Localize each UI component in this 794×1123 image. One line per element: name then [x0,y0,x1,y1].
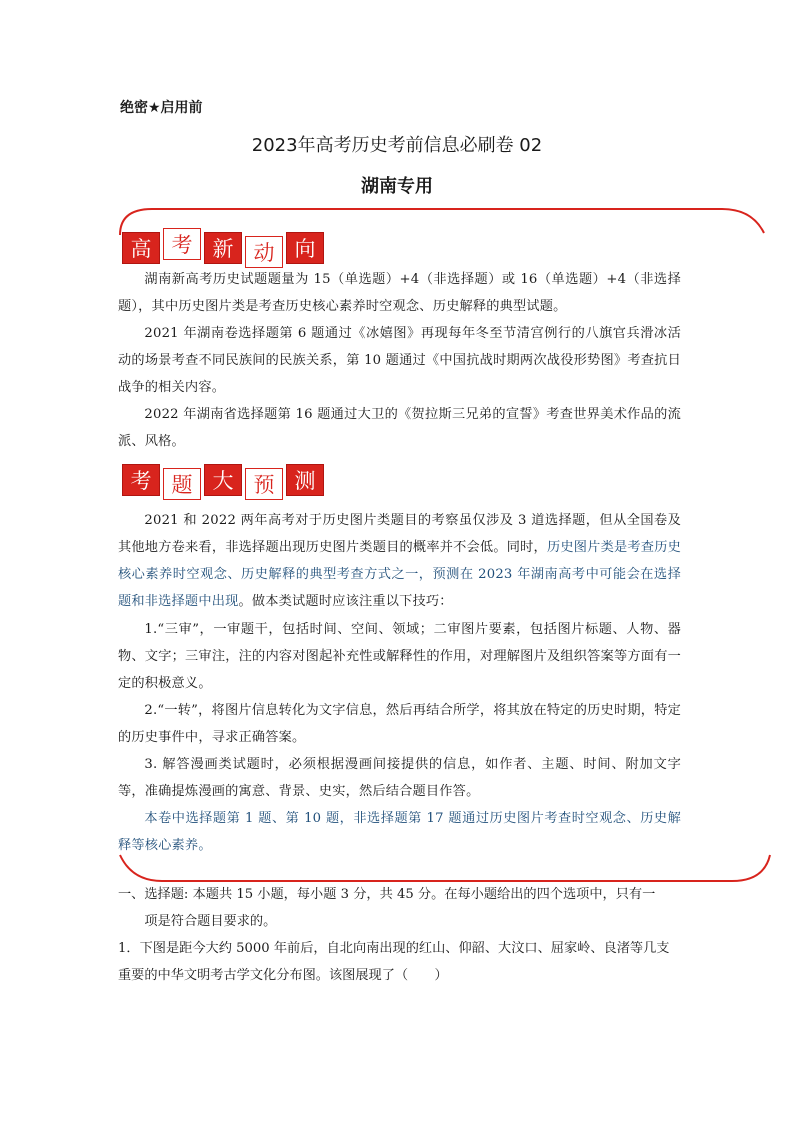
instruction-line-2: 项是符合题目要求的。 [144,914,277,929]
banner-new-trends [122,232,324,264]
banner-char: 题 [163,468,201,500]
prediction-text-a: 2021 和 2022 两年高考对于历史图片类题目的考察虽仅涉及 3 道选择题，但从全国卷及其他地方卷来看，非选择题出现历史图片类题目的概率并不会低。同时， [118,513,681,555]
banner-char: 测 [286,464,324,496]
page-title: 2023年高考历史考前信息必刷卷 02 [251,135,543,156]
trend-paragraph-3: 2022 年湖南省选择题第 16 题通过大卫的《贺拉斯三兄弟的宣誓》考查世界美术作品的流派、风格。 [118,407,681,449]
banner-char: 考 [163,228,201,260]
instruction-line: 一、选择题: 本题共 15 小题，每小题 3 分，共 45 分。在每小题给出的四个选项中，只有一 [118,887,656,902]
tip-1: 1.“三审”，一审题干，包括时间、空间、领域；二审图片要素，包括图片标题、人物、器物、文字；三审注，注的内容对图起补充性或解释性的作用，对理解图片及组织答案等方面有一定的积极意义。 [118,622,681,691]
page-subtitle: 湖南专用 [361,176,433,197]
trend-paragraph-2: 2021 年湖南卷选择题第 6 题通过《冰嬉图》再现每年冬至节清宫例行的八旗官兵滑冰活动的场景考查不同民族间的民族关系，第 10 题通过《中国抗战时期两次战役形势图》考查抗日战争的相关内容。 [118,326,681,395]
question-1: 1．下图是距今大约 5000 年前后，自北向南出现的红山、仰韶、大汶口、屈家岭、良渚等几支重要的中华文明考古学文化分布图。该图展现了（ ） [118,941,670,983]
prediction-text-c: 。做本类试题时应该注重以下技巧： [238,594,453,609]
prediction-paragraph [118,507,681,615]
banner-char: 大 [204,464,242,496]
banner-char: 动 [245,236,283,268]
trend-paragraph-1: 湖南新高考历史试题题量为 15（单选题）+4（非选择题）或 16（单选题）+4（非选择题），其中历史图片类是考查历史核心素养时空观念、历史解释的典型试题。 [118,272,681,314]
banner-char: 考 [122,464,160,496]
banner-char: 预 [245,468,283,500]
banner-char: 新 [204,232,242,264]
confidential-label: 绝密★启用前 [120,100,203,116]
tip-2: 2.“一转”，将图片信息转化为文字信息，然后再结合所学，将其放在特定的历史时期，特定的历史事件中，寻求正确答案。 [118,703,681,745]
prediction-text-highlight: 历史图片类是考查历史核心素养时空观念、历史解释的典型考查方式之一，预测在 2023 年湖南高考中可能会在选择题和非选择题中出现 [118,540,682,609]
banner-char: 高 [122,232,160,264]
tip-3: 3. 解答漫画类试题时，必须根据漫画间接提供的信息，如作者、主题、时间、附加文字等，准确提炼漫画的寓意、背景、史实，然后结合题目作答。 [118,757,681,799]
summary-paragraph: 本卷中选择题第 1 题、第 10 题，非选择题第 17 题通过历史图片考查时空观念、历史解释等核心素养。 [118,811,681,853]
banner-char: 向 [286,232,324,264]
banner-prediction [122,464,324,496]
instruction-line-2-wrap [118,908,681,935]
